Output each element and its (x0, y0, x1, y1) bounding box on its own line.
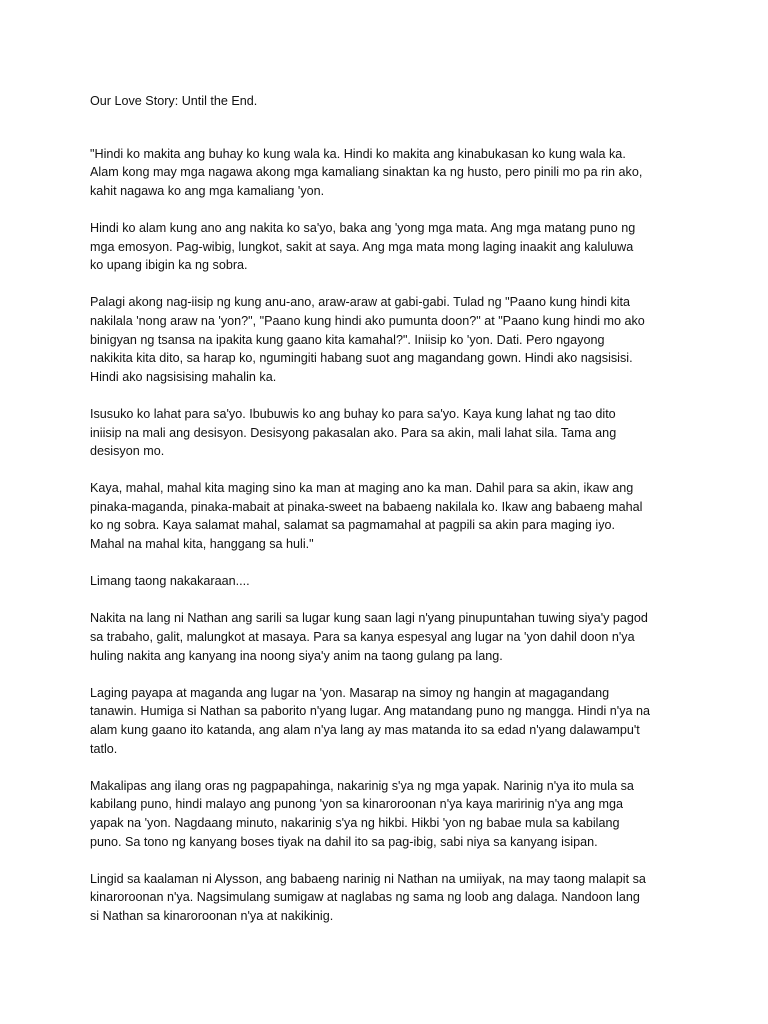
paragraph-1: "Hindi ko makita ang buhay ko kung wala ka. Hindi ko makita ang kinabukasan ko kung wala ka. Alam kong may mga nagawa akong mga kamaliang sinaktan ka ng husto, pero pinili mo pa rin ako, kahit nagawa ko ang mga kamaliang 'yon. (90, 146, 643, 198)
paragraph-3: Palagi akong nag-iisip ng kung anu-ano, araw-araw at gabi-gabi. Tulad ng "Paano kung hindi kita nakilala 'nong araw na 'yon?", "Paano kung hindi ako pumunta doon?" at "Paano kung hindi mo ako binigyan ng tsansa na ipakita kung gaano kita kamahal?". Iniisip ko 'yon. Dati. Pero ngayong nakikita kita dito, sa harap ko, ngumingiti habang suot ang magandang gown. Hindi ako nagsisisi. Hindi ako nagsisising mahalin ka. (90, 295, 645, 384)
paragraph-2: Hindi ko alam kung ano ang nakita ko sa'yo, baka ang 'yong mga mata. Ang mga matang puno ng mga emosyon. Pag-wibig, lungkot, sakit at saya. Ang mga mata mong laging inaakit ang kaluluwa ko upang ibigin ka ng sobra. (90, 220, 636, 273)
paragraph-10: Lingid sa kaalaman ni Alysson, ang babaeng narinig ni Nathan na umiiyak, na may taong malapit sa kinaroroonan n'ya. Nagsimulang sumigaw at naglabas ng sama ng loob ang dalaga. Nandoon lang si Nathan sa kinaroroonan n'ya at nakikinig. (90, 871, 646, 923)
paragraph-5: Kaya, mahal, mahal kita maging sino ka man at maging ano ka man. Dahil para sa akin, ikaw ang pinaka-maganda, pinaka-mabait at pinaka-sweet na babaeng nakilala ko. Ikaw ang babaeng mahal ko ng sobra. Kaya salamat mahal, salamat sa pagmamahal at pagpili sa akin para maging iyo. Mahal na mahal kita, hanggang sa huli." (90, 481, 643, 552)
paragraph-4: Isusuko ko lahat para sa'yo. Ibubuwis ko ang buhay ko para sa'yo. Kaya kung lahat ng tao dito iniisip na mali ang desisyon. Desisyong pakasalan ako. Para sa akin, mali lahat sila. Tama ang desisyon mo. (90, 406, 617, 459)
document-body (90, 92, 650, 944)
paragraph-8: Laging payapa at maganda ang lugar na 'yon. Masarap na simoy ng hangin at magagandang tanawin. Humiga si Nathan sa paborito n'yang lugar. Ang matandang puno ng mangga. Hindi n'ya na alam kung gaano ito katanda, ang alam n'ya lang ay mas matanda ito sa edad n'yang dalawampu't tatlo. (90, 685, 651, 756)
paragraph-9: Makalipas ang ilang oras ng pagpapahinga, nakarinig s'ya ng mga yapak. Narinig n'ya ito mula sa kabilang puno, hindi malayo ang punong 'yon sa kinaroroonan n'ya kaya maririnig n'ya ang mga yapak na 'yon. Nagdaang minuto, nakarinig s'ya ng hikbi. Hikbi 'yon ng babae mula sa kabilang puno. Sa tono ng kanyang boses tiyak na dahil ito sa pag-ibig, sabi niya sa kanyang isipan. (90, 778, 634, 849)
document-title: Our Love Story: Until the End. (90, 94, 258, 108)
paragraph-7: Nakita na lang ni Nathan ang sarili sa lugar kung saan lagi n'yang pinupuntahan tuwing siya'y pagod sa trabaho, galit, malungkot at masaya. Para sa kanya espesyal ang lugar na 'yon dahil doon n'ya huling nakita ang kanyang ina noong siya'y anim na taong gulang pa lang. (90, 611, 648, 663)
paragraph-6: Limang taong nakakaraan.... (90, 574, 250, 589)
